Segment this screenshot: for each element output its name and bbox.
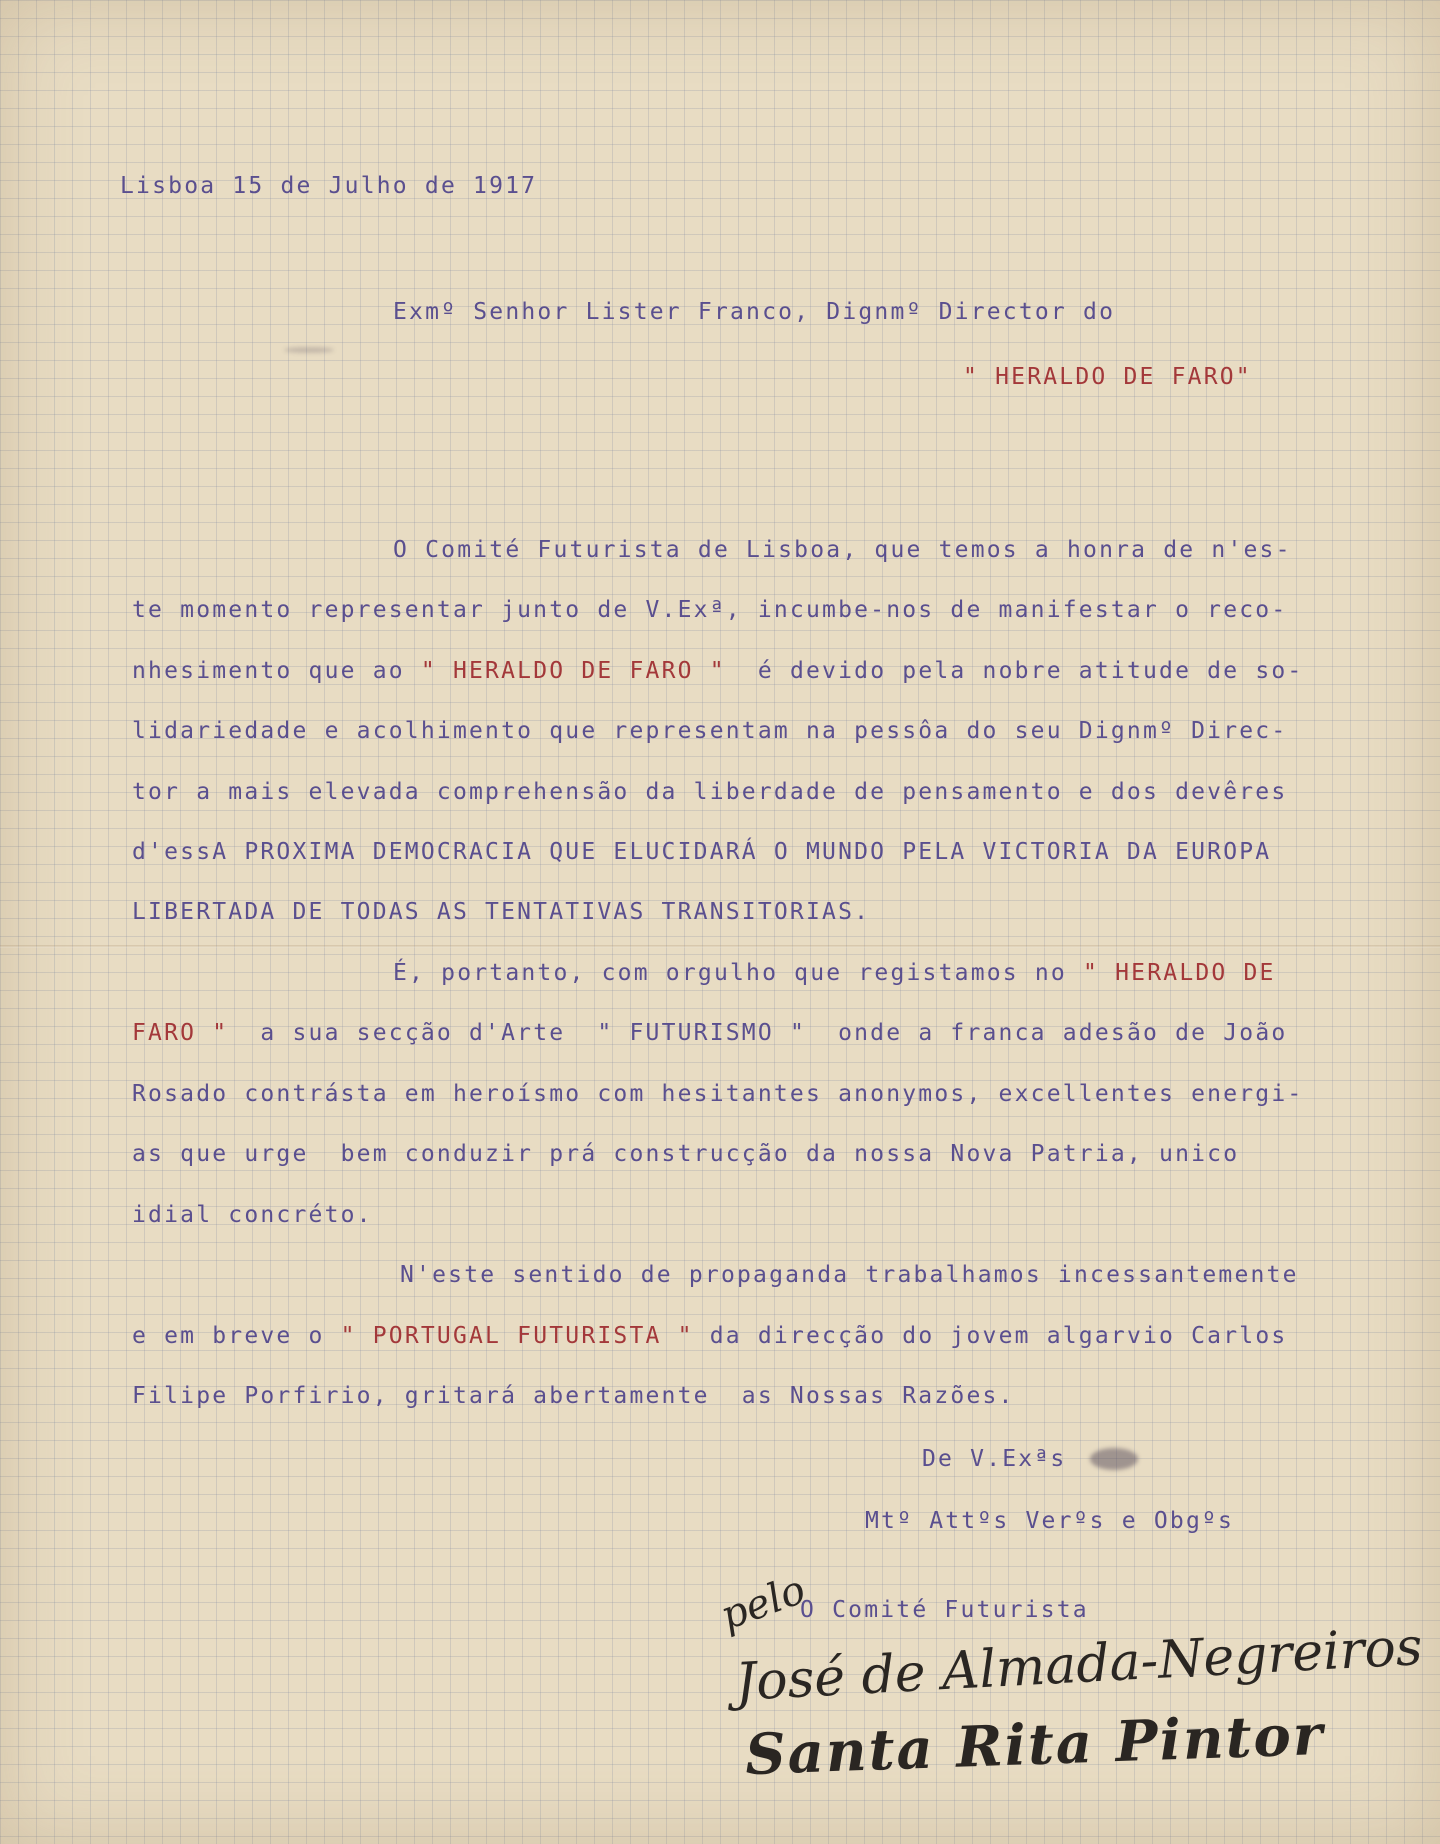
paper-fold [0,945,1440,948]
p3-line-3: Filipe Porfirio, gritará abertamente as Nossas Razões. [132,1383,1015,1409]
signature-santa-rita: Santa Rita Pintor [744,1701,1326,1789]
heraldo-ref: " HERALDO DE [1083,960,1276,986]
newspaper-name: " HERALDO DE FARO" [963,364,1252,390]
signature-almada: José de Almada-Negreiros [733,1617,1424,1713]
p2-line-5: idial concréto. [132,1202,373,1228]
closing-2: Mtº Attºs Verºs e Obgºs [865,1508,1235,1534]
p2-line-1 [393,960,1276,986]
p3-line-2 [132,1323,1287,1349]
p1-line-6: d'essA PROXIMA DEMOCRACIA QUE ELUCIDARÁ O MUNDO PELA VICTORIA DA EUROPA [132,839,1272,865]
heraldo-ref: " HERALDO DE FARO " [420,658,726,684]
p1-line-2: te momento representar junto de V.Exª, incumbe-nos de manifestar o reco- [132,597,1288,623]
p2-line-2 [132,1020,1287,1046]
portugal-futurista-ref: " PORTUGAL FUTURISTA " [340,1323,694,1349]
ink-smudge [1090,1448,1138,1470]
p1-line-4: lidariedade e acolhimento que representam na pessôa do seu Dignmº Direc- [132,718,1288,744]
letter-date: Lisboa 15 de Julho de 1917 [120,173,538,199]
p3-line-1: N'este sentido de propaganda trabalhamos incessantemente [400,1262,1299,1288]
text-run: É, portanto, com orgulho que registamos no [393,960,1084,986]
p2-line-3: Rosado contrásta em heroísmo com hesitantes anonymos, excellentes energi- [132,1081,1304,1107]
text-run: e em breve o [132,1323,341,1349]
heraldo-ref: FARO " [132,1020,229,1046]
p1-line-5: tor a mais elevada comprehensão da liberdade de pensamento e dos devêres [132,779,1288,805]
text-run: a sua secção d'Arte " FUTURISMO " onde a franca adesão de João [228,1020,1288,1046]
text-run: da direcção do jovem algarvio Carlos [693,1323,1288,1349]
p1-line-1: O Comité Futurista de Lisboa, que temos a honra de n'es- [393,537,1292,563]
committee-name: O Comité Futurista [800,1597,1089,1623]
p1-line-3 [132,658,1303,684]
text-run: é devido pela nobre atitude de so- [725,658,1304,684]
p2-line-4: as que urge bem conduzir prá construcção da nossa Nova Patria, unico [132,1141,1240,1167]
ink-dots [284,347,334,353]
p1-line-7: LIBERTADA DE TODAS AS TENTATIVAS TRANSITORIAS. [132,899,871,925]
signature-pelo: pelo [714,1566,812,1640]
text-run: nhesimento que ao [132,658,421,684]
salutation: Exmº Senhor Lister Franco, Dignmº Director do [393,299,1116,325]
closing-1: De V.Exªs [922,1446,1067,1472]
